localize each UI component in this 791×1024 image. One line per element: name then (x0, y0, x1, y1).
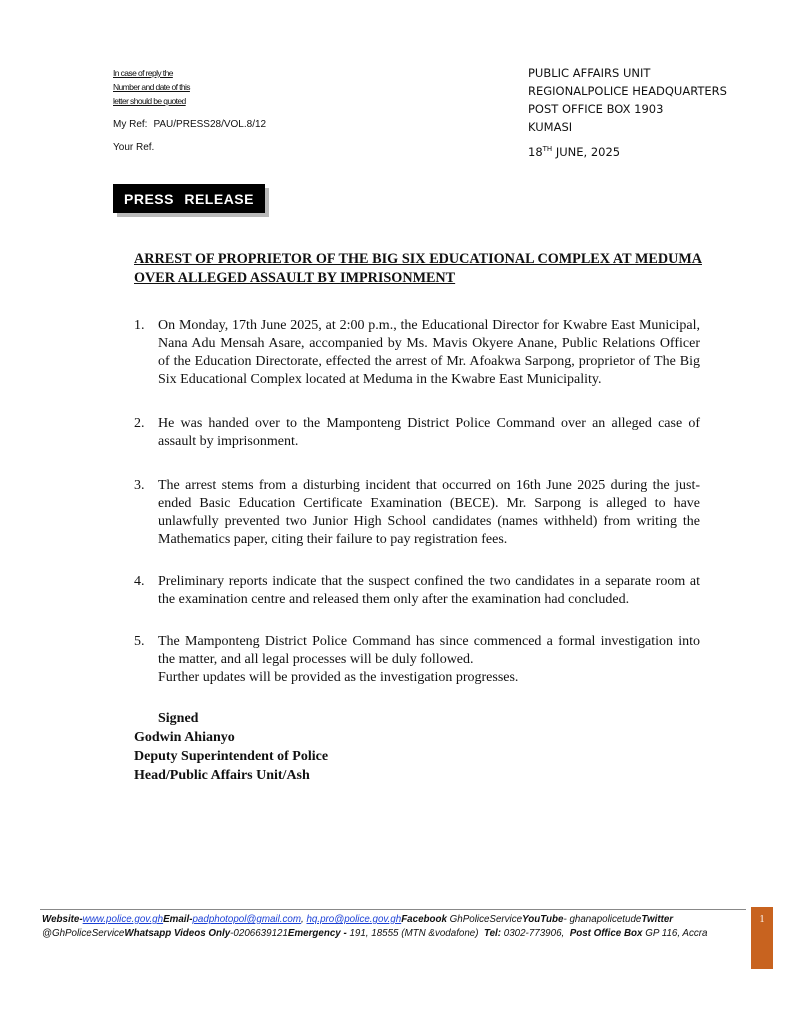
my-ref-label: My Ref: (113, 119, 148, 130)
paragraph-text: Preliminary reports indicate that the suspect confined the two candidates in a separate room at the examination centre and released them only after the examination had concluded. (158, 574, 700, 607)
paragraph-number: 5. (134, 634, 145, 649)
email-link[interactable]: padphotopol@gmail.com (192, 914, 302, 925)
paragraph-text: The Mamponteng District Police Command has since commenced a formal investigation into the matter, and all legal processes will be duly followed. (158, 634, 700, 667)
your-ref-label: Your Ref. (113, 142, 155, 153)
paragraph-text: He was handed over to the Mamponteng District Police Command over an alleged case of assault by imprisonment. (158, 416, 700, 449)
footer-divider (40, 909, 746, 910)
page-number: 1 (759, 914, 765, 925)
twitter-label: Twitter (641, 914, 674, 925)
youtube-handle: - ghanapolicetude (563, 914, 642, 925)
pobox-value: GP 116, Accra (642, 927, 708, 939)
paragraph-number: 3. (134, 478, 145, 493)
paragraph-extra-text: Further updates will be provided as the investigation progresses. (158, 670, 519, 685)
paragraph-number: 4. (134, 574, 145, 589)
whatsapp-label: Whatsapp Videos Only (124, 927, 231, 939)
pobox-label: Post Office Box (569, 927, 643, 939)
paragraph (134, 573, 700, 609)
paragraph (134, 415, 700, 451)
email-link[interactable]: hq.pro@police.gov.gh (306, 914, 402, 925)
sender-address (528, 64, 727, 136)
facebook-handle: GhPoliceService (446, 914, 523, 925)
address-line: REGIONALPOLICE HEADQUARTERS (528, 84, 727, 98)
whatsapp-number: -0206639121 (230, 927, 288, 939)
address-line: POST OFFICE BOX 1903 (528, 102, 664, 116)
release-title: ARREST OF PROPRIETOR OF THE BIG SIX EDUCATIONAL COMPLEX AT MEDUMA OVER ALLEGED ASSAULT BY IMPRISONMENT (134, 251, 702, 286)
signatory-name: Godwin Ahianyo (134, 730, 235, 745)
emergency-numbers: 191, 18555 (MTN &vodafone) (349, 927, 479, 939)
letter-date (528, 145, 620, 159)
paragraph-number: 1. (134, 318, 145, 333)
signatory-unit: Head/Public Affairs Unit/Ash (134, 768, 310, 783)
tel-number: 0302-773906, (503, 927, 565, 939)
reply-instruction-note (113, 66, 223, 108)
page-number-tab (751, 907, 773, 969)
website-label: Website- (42, 914, 83, 925)
twitter-handle: @GhPoliceService (42, 927, 125, 939)
website-link[interactable]: www.police.gov.gh (82, 914, 164, 925)
date-day: 18 (528, 145, 543, 159)
date-month-year: JUNE, 2025 (552, 145, 621, 159)
facebook-label: Facebook (401, 914, 447, 925)
signature-block (134, 709, 328, 785)
reply-note-line: In case of reply the (113, 68, 173, 78)
reply-note-line: letter should be quoted (113, 96, 186, 106)
your-reference (113, 142, 154, 153)
contact-footer (42, 913, 732, 940)
youtube-label: YouTube (522, 914, 564, 925)
paragraph (134, 633, 700, 687)
my-reference (113, 119, 266, 130)
release-body (134, 317, 700, 687)
paragraph (134, 477, 700, 549)
email-separator: , (301, 914, 307, 925)
press-release-badge: PRESS RELEASE (113, 184, 265, 213)
my-ref-value: PAU/PRESS28/VOL.8/12 (153, 119, 267, 130)
signatory-rank: Deputy Superintendent of Police (134, 749, 329, 764)
reply-note-line: Number and date of this (113, 82, 190, 92)
paragraph (134, 317, 700, 389)
date-suffix: TH (542, 145, 553, 153)
tel-label: Tel: (483, 927, 504, 939)
email-label: Email- (163, 914, 193, 925)
paragraph-text-group (158, 633, 700, 687)
signed-label: Signed (158, 711, 199, 726)
paragraph-text: On Monday, 17th June 2025, at 2:00 p.m., the Educational Director for Kwabre East Municipal, Nana Adu Mensah Asare, accompanied by Ms. Mavis Okyere Anane, Public Relations Officer of the Education Directorate, effected the arrest of Mr. Afoakwa Sarpong, proprietor of The Big Six Educational Complex located at Meduma in the Kwabre East Municipality. (158, 318, 700, 387)
paragraph-number: 2. (134, 416, 145, 431)
emergency-label: Emergency - (287, 927, 350, 939)
address-line: KUMASI (528, 120, 573, 134)
paragraph-text: The arrest stems from a disturbing incident that occurred on 16th June 2025 during the just-ended Basic Education Certificate Examination (BECE). Mr. Sarpong is alleged to have unlawfully prevented two Junior High School candidates (names withheld) from writing the Mathematics paper, citing their failure to pay registration fees. (158, 478, 700, 547)
address-line: PUBLIC AFFAIRS UNIT (528, 66, 651, 80)
